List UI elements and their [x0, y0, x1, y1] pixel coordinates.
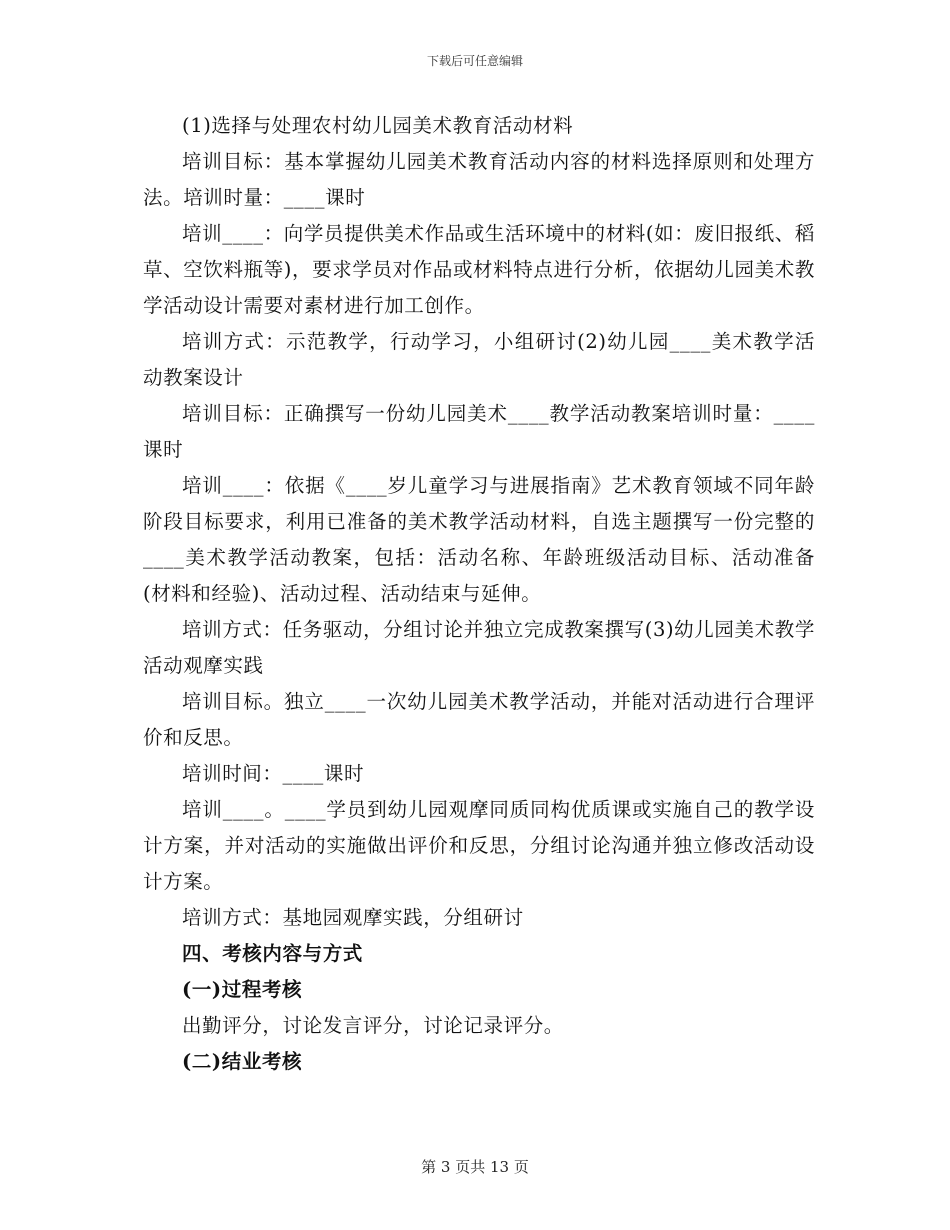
- paragraph-3: 培训____：向学员提供美术作品或生活环境中的材料(如：废旧报纸、稻草、空饮料瓶等)，要求学员对作品或材料特点进行分析，依据幼儿园美术教学活动设计需要对素材进行加工创作。: [143, 222, 815, 317]
- paragraph-11: 培训方式：基地园观摩实践，分组研讨: [182, 906, 524, 929]
- paragraph-process-scoring: 出勤评分，讨论发言评分，讨论记录评分。: [182, 1014, 564, 1037]
- paragraph-2: 培训目标：基本掌握幼儿园美术教育活动内容的材料选择原则和处理方法。培训时量：____课时: [143, 150, 815, 209]
- paragraph-9: 培训时间：____课时: [182, 762, 365, 785]
- document-body: [143, 108, 815, 1080]
- page-header: 下载后可任意编辑: [426, 54, 523, 68]
- paragraph-4: 培训方式：示范教学，行动学习，小组研讨(2)幼儿园____美术教学活动教案设计: [143, 330, 815, 389]
- subheading-final-assessment: (二)结业考核: [182, 1050, 303, 1073]
- paragraph-7: 培训方式：任务驱动，分组讨论并独立完成教案撰写(3)幼儿园美术教学活动观摩实践: [143, 618, 815, 677]
- paragraph-10: 培训____。____学员到幼儿园观摩同质同构优质课或实施自己的教学设计方案，并对活动的实施做出评价和反思，分组讨论沟通并独立修改活动设计方案。: [143, 798, 815, 893]
- section-heading-assessment: 四、考核内容与方式: [182, 942, 363, 965]
- subheading-process-assessment: (一)过程考核: [182, 978, 303, 1001]
- paragraph-8: 培训目标。独立____一次幼儿园美术教学活动，并能对活动进行合理评价和反思。: [143, 690, 815, 749]
- page-number-footer: 第 3 页共 13 页: [421, 1158, 529, 1176]
- paragraph-6: 培训____：依据《____岁儿童学习与进展指南》艺术教育领域不同年龄阶段目标要求，利用已准备的美术教学活动材料，自选主题撰写一份完整的____美术教学活动教案，包括：活动名称、年龄班级活动目标、活动准备(材料和经验)、活动过程、活动结束与延伸。: [143, 474, 815, 605]
- paragraph-5: 培训目标：正确撰写一份幼儿园美术____教学活动教案培训时量：____课时: [143, 402, 815, 461]
- paragraph-1: (1)选择与处理农村幼儿园美术教育活动材料: [182, 114, 574, 137]
